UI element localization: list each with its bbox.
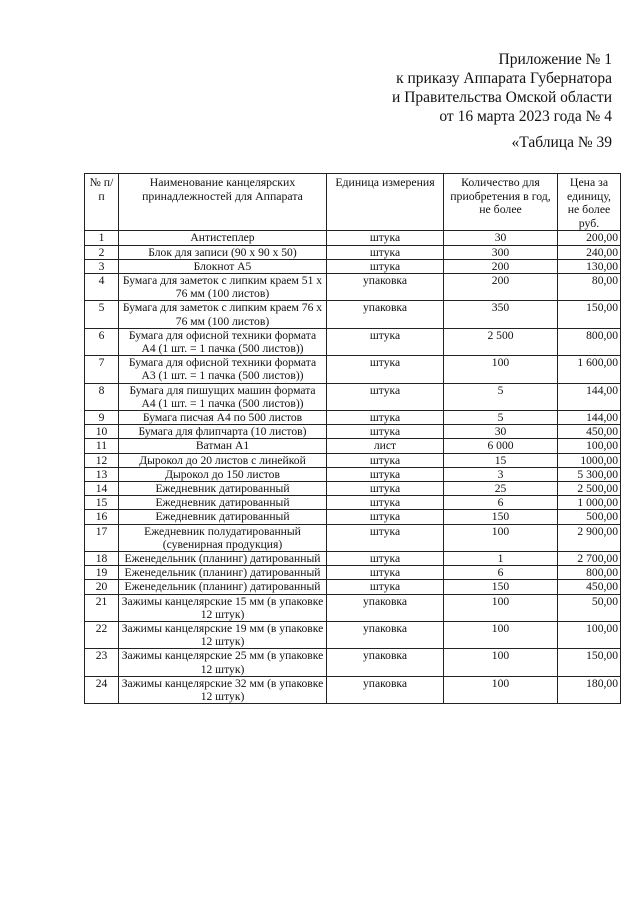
cell-name: Бумага писчая А4 по 500 листов bbox=[119, 411, 327, 425]
cell-unit: штука bbox=[327, 356, 444, 383]
cell-num: 4 bbox=[85, 273, 119, 300]
table-row bbox=[85, 425, 621, 439]
cell-unit: штука bbox=[327, 510, 444, 524]
cell-unit: штука bbox=[327, 231, 444, 245]
cell-price: 144,00 bbox=[558, 411, 621, 425]
table-row bbox=[85, 524, 621, 551]
cell-name: Дырокол до 20 листов с линейкой bbox=[119, 453, 327, 467]
cell-qty: 100 bbox=[444, 676, 558, 703]
table-row bbox=[85, 594, 621, 621]
cell-qty: 100 bbox=[444, 524, 558, 551]
table-row bbox=[85, 328, 621, 355]
cell-price: 80,00 bbox=[558, 273, 621, 300]
table-row bbox=[85, 273, 621, 300]
cell-num: 19 bbox=[85, 566, 119, 580]
cell-num: 18 bbox=[85, 552, 119, 566]
cell-qty: 30 bbox=[444, 231, 558, 245]
cell-unit: штука bbox=[327, 245, 444, 259]
cell-name: Ежедневник датированный bbox=[119, 496, 327, 510]
cell-name: Бумага для флипчарта (10 листов) bbox=[119, 425, 327, 439]
cell-num: 3 bbox=[85, 259, 119, 273]
cell-price: 450,00 bbox=[558, 580, 621, 594]
cell-qty: 100 bbox=[444, 622, 558, 649]
cell-num: 10 bbox=[85, 425, 119, 439]
cell-unit: штука bbox=[327, 524, 444, 551]
cell-unit: штука bbox=[327, 383, 444, 410]
cell-name: Блокнот А5 bbox=[119, 259, 327, 273]
cell-num: 15 bbox=[85, 496, 119, 510]
cell-qty: 350 bbox=[444, 301, 558, 328]
cell-name: Зажимы канцелярские 19 мм (в упаковке 12 штук) bbox=[119, 622, 327, 649]
cell-price: 180,00 bbox=[558, 676, 621, 703]
table-row bbox=[85, 676, 621, 703]
cell-qty: 15 bbox=[444, 453, 558, 467]
cell-name: Бумага для пишущих машин формата А4 (1 шт. = 1 пачка (500 листов)) bbox=[119, 383, 327, 410]
cell-price: 5 300,00 bbox=[558, 467, 621, 481]
table-row bbox=[85, 649, 621, 676]
cell-name: Ватман А1 bbox=[119, 439, 327, 453]
cell-unit: лист bbox=[327, 439, 444, 453]
table-row bbox=[85, 467, 621, 481]
cell-price: 130,00 bbox=[558, 259, 621, 273]
table-row bbox=[85, 580, 621, 594]
cell-num: 9 bbox=[85, 411, 119, 425]
cell-name: Зажимы канцелярские 25 мм (в упаковке 12 штук) bbox=[119, 649, 327, 676]
cell-qty: 6 000 bbox=[444, 439, 558, 453]
cell-qty: 200 bbox=[444, 273, 558, 300]
table-row bbox=[85, 510, 621, 524]
cell-unit: штука bbox=[327, 411, 444, 425]
cell-qty: 2 500 bbox=[444, 328, 558, 355]
cell-qty: 200 bbox=[444, 259, 558, 273]
cell-name: Ежедневник датированный bbox=[119, 482, 327, 496]
table-row bbox=[85, 245, 621, 259]
cell-num: 5 bbox=[85, 301, 119, 328]
cell-qty: 150 bbox=[444, 580, 558, 594]
table-row bbox=[85, 552, 621, 566]
column-header-num: № п/п bbox=[85, 174, 119, 231]
cell-qty: 25 bbox=[444, 482, 558, 496]
cell-price: 2 700,00 bbox=[558, 552, 621, 566]
cell-unit: штука bbox=[327, 552, 444, 566]
cell-name: Зажимы канцелярские 32 мм (в упаковке 12 штук) bbox=[119, 676, 327, 703]
cell-unit: штука bbox=[327, 566, 444, 580]
cell-unit: штука bbox=[327, 328, 444, 355]
cell-qty: 150 bbox=[444, 510, 558, 524]
cell-qty: 300 bbox=[444, 245, 558, 259]
cell-unit: штука bbox=[327, 453, 444, 467]
appendix-title: Приложение № 1 bbox=[498, 51, 612, 68]
cell-name: Блок для записи (90 х 90 х 50) bbox=[119, 245, 327, 259]
table-body bbox=[85, 231, 621, 704]
cell-price: 240,00 bbox=[558, 245, 621, 259]
column-header-unit: Единица измерения bbox=[327, 174, 444, 231]
cell-price: 2 900,00 bbox=[558, 524, 621, 551]
cell-qty: 30 bbox=[444, 425, 558, 439]
order-date: от 16 марта 2023 года № 4 bbox=[439, 108, 612, 125]
cell-unit: штука bbox=[327, 580, 444, 594]
cell-price: 800,00 bbox=[558, 328, 621, 355]
cell-price: 1 000,00 bbox=[558, 496, 621, 510]
cell-unit: упаковка bbox=[327, 594, 444, 621]
table-row bbox=[85, 622, 621, 649]
table-caption: «Таблица № 39 bbox=[511, 134, 612, 151]
cell-name: Антистеплер bbox=[119, 231, 327, 245]
cell-unit: штука bbox=[327, 482, 444, 496]
cell-num: 2 bbox=[85, 245, 119, 259]
cell-num: 13 bbox=[85, 467, 119, 481]
cell-price: 150,00 bbox=[558, 301, 621, 328]
cell-num: 1 bbox=[85, 231, 119, 245]
cell-name: Ежедневник датированный bbox=[119, 510, 327, 524]
table-row bbox=[85, 482, 621, 496]
cell-price: 500,00 bbox=[558, 510, 621, 524]
cell-num: 17 bbox=[85, 524, 119, 551]
cell-num: 23 bbox=[85, 649, 119, 676]
cell-num: 11 bbox=[85, 439, 119, 453]
cell-num: 24 bbox=[85, 676, 119, 703]
order-reference: к приказу Аппарата Губернатора bbox=[396, 70, 612, 87]
cell-num: 6 bbox=[85, 328, 119, 355]
table-row bbox=[85, 301, 621, 328]
cell-price: 800,00 bbox=[558, 566, 621, 580]
cell-unit: упаковка bbox=[327, 273, 444, 300]
cell-num: 21 bbox=[85, 594, 119, 621]
cell-unit: упаковка bbox=[327, 676, 444, 703]
cell-name: Бумага для офисной техники формата А3 (1 шт. = 1 пачка (500 листов)) bbox=[119, 356, 327, 383]
table-row bbox=[85, 231, 621, 245]
cell-num: 22 bbox=[85, 622, 119, 649]
cell-qty: 100 bbox=[444, 594, 558, 621]
table-row bbox=[85, 411, 621, 425]
document-header bbox=[392, 50, 612, 126]
cell-price: 1 600,00 bbox=[558, 356, 621, 383]
cell-name: Еженедельник (планинг) датированный bbox=[119, 580, 327, 594]
cell-name: Дырокол до 150 листов bbox=[119, 467, 327, 481]
cell-price: 50,00 bbox=[558, 594, 621, 621]
cell-unit: упаковка bbox=[327, 622, 444, 649]
cell-num: 20 bbox=[85, 580, 119, 594]
cell-price: 1000,00 bbox=[558, 453, 621, 467]
cell-qty: 3 bbox=[444, 467, 558, 481]
column-header-qty: Количество для приобретения в год, не более bbox=[444, 174, 558, 231]
cell-name: Ежедневник полудатированный (сувенирная продукция) bbox=[119, 524, 327, 551]
cell-name: Зажимы канцелярские 15 мм (в упаковке 12 штук) bbox=[119, 594, 327, 621]
cell-qty: 6 bbox=[444, 496, 558, 510]
cell-unit: штука bbox=[327, 425, 444, 439]
cell-qty: 5 bbox=[444, 383, 558, 410]
cell-price: 144,00 bbox=[558, 383, 621, 410]
cell-num: 7 bbox=[85, 356, 119, 383]
cell-name: Бумага для заметок с липким краем 51 х 76 мм (100 листов) bbox=[119, 273, 327, 300]
cell-name: Еженедельник (планинг) датированный bbox=[119, 566, 327, 580]
cell-price: 100,00 bbox=[558, 439, 621, 453]
cell-qty: 1 bbox=[444, 552, 558, 566]
cell-price: 450,00 bbox=[558, 425, 621, 439]
cell-price: 100,00 bbox=[558, 622, 621, 649]
cell-unit: упаковка bbox=[327, 301, 444, 328]
cell-name: Бумага для заметок с липким краем 76 х 76 мм (100 листов) bbox=[119, 301, 327, 328]
cell-unit: штука bbox=[327, 259, 444, 273]
table-row bbox=[85, 453, 621, 467]
column-header-name: Наименование канцелярских принадлежностей для Аппарата bbox=[119, 174, 327, 231]
table-row bbox=[85, 439, 621, 453]
cell-qty: 5 bbox=[444, 411, 558, 425]
table-row bbox=[85, 566, 621, 580]
cell-unit: штука bbox=[327, 467, 444, 481]
column-header-price: Цена за единицу, не более руб. bbox=[558, 174, 621, 231]
cell-name: Еженедельник (планинг) датированный bbox=[119, 552, 327, 566]
supplies-table bbox=[84, 173, 621, 704]
table-row bbox=[85, 496, 621, 510]
government-name: и Правительства Омской области bbox=[392, 89, 612, 106]
cell-price: 150,00 bbox=[558, 649, 621, 676]
cell-unit: штука bbox=[327, 496, 444, 510]
cell-num: 12 bbox=[85, 453, 119, 467]
table-header-row bbox=[85, 174, 621, 231]
cell-qty: 6 bbox=[444, 566, 558, 580]
cell-num: 8 bbox=[85, 383, 119, 410]
cell-qty: 100 bbox=[444, 356, 558, 383]
table-row bbox=[85, 259, 621, 273]
cell-qty: 100 bbox=[444, 649, 558, 676]
cell-num: 16 bbox=[85, 510, 119, 524]
cell-num: 14 bbox=[85, 482, 119, 496]
cell-name: Бумага для офисной техники формата А4 (1 шт. = 1 пачка (500 листов)) bbox=[119, 328, 327, 355]
cell-price: 2 500,00 bbox=[558, 482, 621, 496]
table-row bbox=[85, 356, 621, 383]
cell-unit: упаковка bbox=[327, 649, 444, 676]
cell-price: 200,00 bbox=[558, 231, 621, 245]
table-row bbox=[85, 383, 621, 410]
